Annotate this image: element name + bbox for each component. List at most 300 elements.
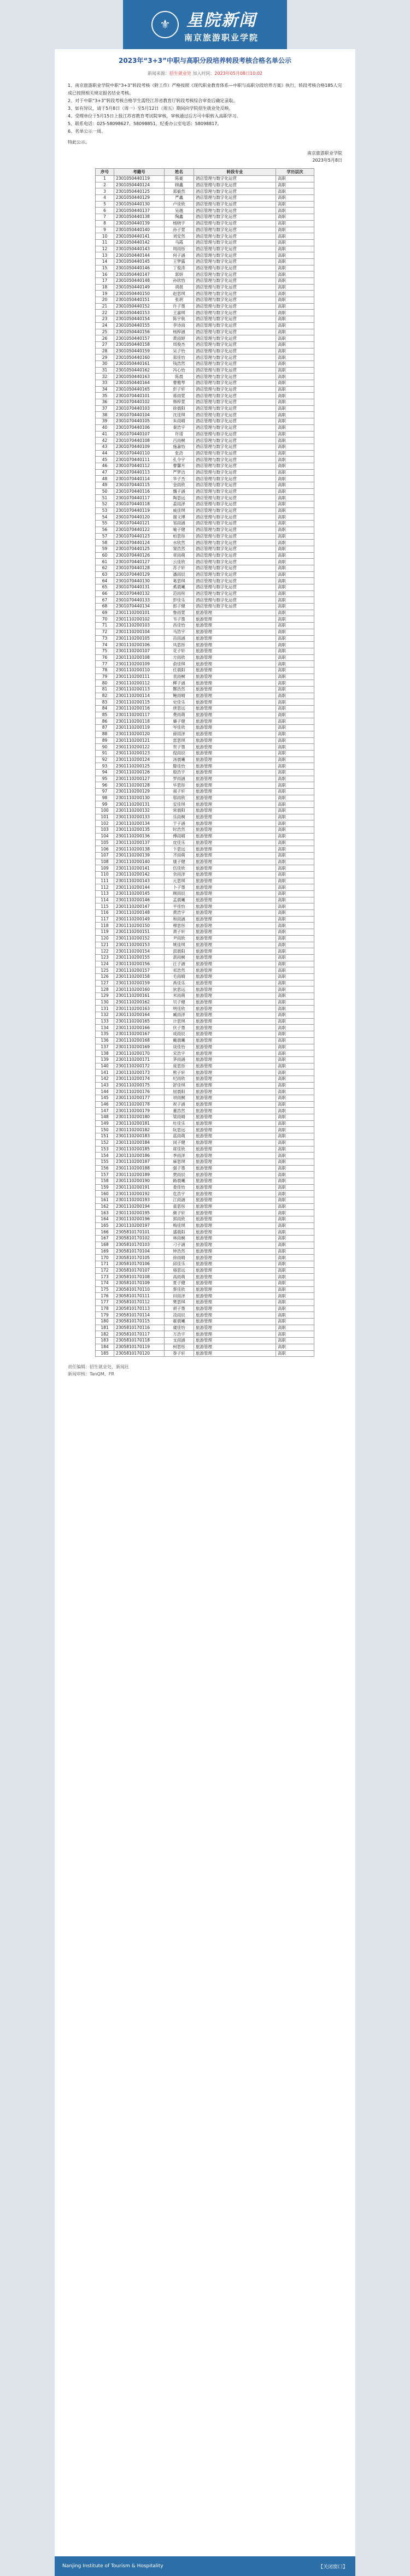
table-cell: 高职 (276, 565, 314, 571)
table-cell: 高职 (276, 533, 314, 540)
table-row (96, 687, 314, 693)
table-cell: 马霞 (165, 239, 194, 246)
table-cell: 齐雨萌 (165, 852, 194, 859)
table-cell: 高职 (276, 737, 314, 744)
table-cell: 旅游管理 (194, 782, 276, 789)
table-cell: 155 (96, 1159, 114, 1165)
table-cell: 119 (96, 929, 114, 936)
table-cell: 高职 (276, 201, 314, 208)
table-row (96, 737, 314, 744)
table-cell: 孔令宇 (165, 457, 194, 463)
table-cell: 高职 (276, 604, 314, 610)
table-row (96, 1076, 314, 1082)
table-cell: 37 (96, 405, 114, 412)
table-cell: 高职 (276, 405, 314, 412)
table-cell: 杨晓宇 (165, 220, 194, 227)
table-cell: 2301110200180 (114, 1114, 165, 1121)
table-cell: 高职 (276, 488, 314, 495)
table-cell: 高职 (276, 322, 314, 329)
table-cell: 高职 (276, 1197, 314, 1204)
table-cell: 高职 (276, 233, 314, 240)
table-cell: 高职 (276, 718, 314, 725)
table-row (96, 424, 314, 431)
table-cell: 旅游管理 (194, 1312, 276, 1319)
table-row (96, 1331, 314, 1338)
table-cell: 2301110200165 (114, 1018, 165, 1025)
table-cell: 39 (96, 418, 114, 425)
table-cell: 酒店管理与数字化运营 (194, 227, 276, 233)
table-cell: 72 (96, 629, 114, 635)
table-cell: 高职 (276, 942, 314, 948)
table-cell: 旅游管理 (194, 1331, 276, 1338)
table-cell: 高职 (276, 731, 314, 737)
table-row (96, 1050, 314, 1057)
table-cell: 2301050440146 (114, 265, 165, 271)
table-cell: 108 (96, 859, 114, 865)
table-cell: 旅游管理 (194, 999, 276, 1006)
table-cell: 茅雨涵 (165, 1056, 194, 1063)
table-cell: 高职 (276, 571, 314, 578)
table-row (96, 1101, 314, 1108)
table-row (96, 1044, 314, 1050)
table-cell: 17 (96, 278, 114, 285)
table-cell: 酒店管理与数字化运营 (194, 476, 276, 482)
table-cell: 许子墨 (165, 303, 194, 310)
table-cell: 40 (96, 424, 114, 431)
table-cell: 常晨阳 (165, 808, 194, 814)
article-meta (55, 70, 355, 76)
table-cell: 高职 (276, 897, 314, 903)
table-cell: 13 (96, 252, 114, 259)
table-cell: 高职 (276, 654, 314, 661)
table-cell: 高职 (276, 954, 314, 961)
table-row (96, 923, 314, 929)
table-row (96, 571, 314, 578)
table-cell: 高职 (276, 1139, 314, 1146)
table-cell: 2301070440132 (114, 590, 165, 597)
table-row (96, 604, 314, 610)
table-cell: 162 (96, 1203, 114, 1210)
table-cell: 高职 (276, 929, 314, 936)
table-cell: 费雨萌 (165, 712, 194, 718)
table-cell: 2305810170115 (114, 1319, 165, 1325)
table-cell: 42 (96, 438, 114, 444)
table-cell: 2301110200159 (114, 980, 165, 986)
table-cell: 旅游管理 (194, 1018, 276, 1025)
table-row (96, 367, 314, 374)
table-cell: 旅游管理 (194, 757, 276, 763)
table-row (96, 1222, 314, 1229)
table-cell: 2305810170118 (114, 1338, 165, 1344)
table-cell: 旅游管理 (194, 1216, 276, 1223)
table-cell: 倪雨辰 (165, 750, 194, 757)
table-cell: 旅游管理 (194, 648, 276, 654)
table-cell: 高职 (276, 840, 314, 846)
table-cell: 明佳欣 (165, 1006, 194, 1012)
table-cell: 袁雨桐 (165, 673, 194, 680)
table-cell: 85 (96, 712, 114, 718)
table-cell: 2301110200150 (114, 923, 165, 929)
table-cell: 葛思琪 (165, 578, 194, 584)
table-cell: 112 (96, 884, 114, 891)
table-cell: 80 (96, 680, 114, 687)
table-cell: 2305810170113 (114, 1305, 165, 1312)
table-cell: 2301110200136 (114, 833, 165, 840)
table-cell: 38 (96, 412, 114, 418)
table-cell: 2301110200135 (114, 827, 165, 834)
table-cell: 陈豪 (165, 176, 194, 182)
table-row (96, 521, 314, 527)
table-cell: 高职 (276, 310, 314, 316)
table-cell: 169 (96, 1248, 114, 1255)
table-row (96, 973, 314, 980)
table-cell: 2301110200103 (114, 623, 165, 629)
table-cell: 旅游管理 (194, 706, 276, 712)
table-row (96, 457, 314, 463)
table-cell: 旅游管理 (194, 737, 276, 744)
table-cell: 2301070440111 (114, 457, 165, 463)
table-cell: 2301070440120 (114, 514, 165, 521)
table-cell: 高职 (276, 284, 314, 291)
table-cell: 黄雨婷 (165, 335, 194, 342)
table-row (96, 1139, 314, 1146)
table-cell: 高职 (276, 769, 314, 776)
table-cell: 2301110200144 (114, 884, 165, 891)
reviewer-credit: 新闻审核：TanQM、FR (68, 1372, 114, 1377)
table-cell: 高职 (276, 239, 314, 246)
table-row (96, 590, 314, 597)
meta-source[interactable]: 招生就业处 (169, 71, 191, 76)
table-cell: 伏子墨 (165, 1025, 194, 1031)
table-cell: 2305810170107 (114, 1267, 165, 1274)
table-cell: 邬雨欣 (165, 795, 194, 801)
table-cell: 范雨彤 (165, 590, 194, 597)
table-cell: 127 (96, 980, 114, 986)
table-cell: 于子涵 (165, 820, 194, 827)
table-cell: 83 (96, 699, 114, 706)
table-cell: 刁子涵 (165, 1242, 194, 1248)
table-cell: 高职 (276, 386, 314, 393)
table-row (96, 559, 314, 565)
table-cell: 戚佳琪 (165, 507, 194, 514)
table-cell: 酒店管理与数字化运营 (194, 258, 276, 265)
table-row (96, 578, 314, 584)
table-cell: 旅游管理 (194, 891, 276, 897)
table-cell: 窦浩然 (165, 546, 194, 552)
table-cell: 2301110200174 (114, 1076, 165, 1082)
table-cell: 高职 (276, 1172, 314, 1178)
closing-line: 特此公示。 (68, 140, 90, 145)
table-header-row (96, 169, 314, 176)
table-cell: 21 (96, 303, 114, 310)
table-cell: 旅游管理 (194, 1056, 276, 1063)
table-cell: 施嘉怡 (165, 444, 194, 450)
table-cell: 顾鑫 (165, 182, 194, 188)
table-row (96, 1018, 314, 1025)
table-row (96, 1216, 314, 1223)
table-cell: 酒店管理与数字化运营 (194, 444, 276, 450)
table-cell: 张玥 (165, 297, 194, 304)
table-cell: 2301110200192 (114, 1191, 165, 1197)
table-cell: 旅游管理 (194, 667, 276, 673)
table-cell: 130 (96, 999, 114, 1006)
table-cell: 57 (96, 533, 114, 540)
table-cell: 酒店管理与数字化运营 (194, 233, 276, 240)
table-cell: 2305810170105 (114, 1255, 165, 1261)
table-cell: 2301070440122 (114, 527, 165, 533)
table-cell: 旅游管理 (194, 1280, 276, 1286)
table-cell: 2301110200127 (114, 776, 165, 782)
table-cell: 高职 (276, 852, 314, 859)
table-cell: 杜佳乐 (165, 1120, 194, 1127)
table-cell: 33 (96, 380, 114, 387)
table-cell: 禹佳乐 (165, 980, 194, 986)
table-cell: 2301070440101 (114, 393, 165, 399)
table-cell: 2301110200120 (114, 731, 165, 737)
table-cell: 严梦洁 (165, 469, 194, 476)
table-row (96, 533, 314, 540)
table-cell: 旅游管理 (194, 833, 276, 840)
table-cell: 旅游管理 (194, 1286, 276, 1293)
table-cell: 高职 (276, 399, 314, 406)
table-cell: 2301050440164 (114, 380, 165, 387)
table-cell: 2301070440131 (114, 584, 165, 591)
table-cell: 14 (96, 258, 114, 265)
table-cell: 142 (96, 1076, 114, 1082)
table-cell: 179 (96, 1312, 114, 1319)
table-cell: 高职 (276, 278, 314, 285)
table-row (96, 540, 314, 546)
table-cell: 2301110200167 (114, 1031, 165, 1038)
table-cell: 高职 (276, 514, 314, 521)
table-cell: 酒店管理与数字化运营 (194, 252, 276, 259)
table-cell: 43 (96, 444, 114, 450)
table-cell: 余雨泽 (165, 871, 194, 878)
table-cell: 高职 (276, 1044, 314, 1050)
table-cell: 宋浩宇 (165, 1050, 194, 1057)
table-cell: 2301050440161 (114, 361, 165, 367)
table-cell: 高职 (276, 227, 314, 233)
table-row (96, 507, 314, 514)
table-cell: 高职 (276, 999, 314, 1006)
table-cell: 114 (96, 897, 114, 903)
table-cell: 旅游管理 (194, 616, 276, 623)
table-row (96, 967, 314, 974)
table-row (96, 1267, 314, 1274)
table-cell: 2301050440152 (114, 303, 165, 310)
table-cell: 高职 (276, 176, 314, 182)
table-cell: 2301110200137 (114, 840, 165, 846)
table-cell: 2301070440115 (114, 482, 165, 489)
table-cell: 2301110200181 (114, 1120, 165, 1127)
table-cell: 2301110200175 (114, 1082, 165, 1089)
table-row (96, 208, 314, 214)
table-row (96, 348, 314, 355)
table-cell: 高职 (276, 1242, 314, 1248)
table-cell: 任晨阳 (165, 667, 194, 673)
table-cell: 骆思远 (165, 1267, 194, 1274)
table-cell: 高职 (276, 1274, 314, 1280)
table-cell: 旅游管理 (194, 1184, 276, 1191)
table-row (96, 897, 314, 903)
table-cell: 2301050440137 (114, 208, 165, 214)
table-cell: 2301110200172 (114, 1063, 165, 1070)
table-cell: 郭雨欣 (165, 1216, 194, 1223)
table-cell: 旅游管理 (194, 610, 276, 616)
table-cell: 高职 (276, 418, 314, 425)
table-cell: 31 (96, 367, 114, 374)
roster-table-wrap (95, 168, 314, 1357)
table-row (96, 1229, 314, 1236)
table-cell: 高职 (276, 973, 314, 980)
intro-paragraph: 1、南京旅游职业学院中职“3+3”转段考核（附工作）严格按照《现代职业教育体系—中职与高职分段培养方案》执行，转段考核合格185人完成已按照相关规定报名结业考核。 (68, 83, 342, 96)
table-cell: 2301050440125 (114, 188, 165, 195)
table-cell: 杨梓涵 (165, 329, 194, 335)
table-cell: 2301050440154 (114, 316, 165, 323)
table-cell: 柏思彤 (165, 533, 194, 540)
table-cell: 47 (96, 469, 114, 476)
table-cell: 44 (96, 450, 114, 457)
intro-paragraph: 6、名单公示一周。 (68, 129, 106, 134)
table-cell: 严鑫 (165, 195, 194, 202)
table-row (96, 1338, 314, 1344)
table-row (96, 1344, 314, 1350)
table-cell: 2301070440134 (114, 604, 165, 610)
table-cell: 96 (96, 782, 114, 789)
table-cell: 6 (96, 208, 114, 214)
table-cell: 高职 (276, 667, 314, 673)
table-cell: 2301110200140 (114, 859, 165, 865)
table-cell: 旅游管理 (194, 859, 276, 865)
table-cell: 林雨桐 (165, 1236, 194, 1242)
table-row (96, 795, 314, 801)
table-cell: 2305810170116 (114, 1325, 165, 1331)
table-cell: 高职 (276, 1146, 314, 1153)
table-cell: 高职 (276, 642, 314, 648)
table-cell: 郎子健 (165, 604, 194, 610)
table-cell: 93 (96, 763, 114, 770)
table-cell: 酒店管理与数字化运营 (194, 412, 276, 418)
table-cell: 高职 (276, 316, 314, 323)
table-row (96, 789, 314, 795)
table-cell: 吴越 (165, 208, 194, 214)
table-cell: 94 (96, 769, 114, 776)
table-cell: 8 (96, 220, 114, 227)
table-cell: 10 (96, 233, 114, 240)
table-cell: 高职 (276, 1319, 314, 1325)
table-cell: 魏子涵 (165, 488, 194, 495)
table-cell: 2301110200153 (114, 942, 165, 948)
table-row (96, 859, 314, 865)
table-cell: 沈佳琪 (165, 412, 194, 418)
table-cell: 2301110200143 (114, 878, 165, 884)
table-cell: 高职 (276, 782, 314, 789)
table-row (96, 399, 314, 406)
table-row (96, 310, 314, 316)
table-cell: 77 (96, 661, 114, 667)
table-row (96, 386, 314, 393)
table-row (96, 405, 314, 412)
table-cell: 乐雨桐 (165, 814, 194, 820)
table-row (96, 999, 314, 1006)
table-row (96, 1108, 314, 1114)
table-row (96, 827, 314, 834)
table-row (96, 808, 314, 814)
table-cell: 贝子健 (165, 999, 194, 1006)
table-cell: 高职 (276, 597, 314, 604)
table-cell: 孙欣怡 (165, 278, 194, 285)
table-cell: 2305810170102 (114, 1236, 165, 1242)
table-row (96, 903, 314, 910)
table-cell: 喻子健 (165, 527, 194, 533)
table-cell: 邵晨阳 (165, 948, 194, 955)
table-cell: 高职 (276, 699, 314, 706)
table-row (96, 935, 314, 942)
table-cell: 李诗雨 (165, 322, 194, 329)
table-cell: 82 (96, 693, 114, 699)
table-cell: 9 (96, 227, 114, 233)
table-cell: 酒店管理与数字化运营 (194, 450, 276, 457)
table-cell: 臧雨泽 (165, 1012, 194, 1019)
table-cell: 46 (96, 463, 114, 469)
table-cell: 酒店管理与数字化运营 (194, 341, 276, 348)
table-row (96, 239, 314, 246)
table-cell: 41 (96, 431, 114, 438)
table-cell: 旅游管理 (194, 1293, 276, 1299)
table-cell: 2301070440121 (114, 521, 165, 527)
table-row (96, 948, 314, 955)
table-cell: 166 (96, 1229, 114, 1236)
table-cell: 汤晨曦 (165, 757, 194, 763)
close-window-link[interactable]: 【关闭窗口】 (318, 2564, 348, 2570)
table-cell: 106 (96, 846, 114, 853)
table-cell: 酒店管理与数字化运营 (194, 393, 276, 399)
table-cell: 旅游管理 (194, 1139, 276, 1146)
table-cell: 酒店管理与数字化运营 (194, 195, 276, 202)
table-cell: 高职 (276, 527, 314, 533)
table-cell: 140 (96, 1063, 114, 1070)
table-row (96, 514, 314, 521)
table-cell: 酒店管理与数字化运营 (194, 335, 276, 342)
table-cell: 萧子轩 (165, 929, 194, 936)
table-row (96, 284, 314, 291)
table-cell: 2301050440138 (114, 214, 165, 221)
table-cell: 高职 (276, 763, 314, 770)
table-cell: 2301110200173 (114, 1070, 165, 1076)
table-cell: 高职 (276, 1280, 314, 1286)
table-cell: 霍晨曦 (165, 1319, 194, 1325)
table-cell: 穆思彤 (165, 923, 194, 929)
table-cell: 高职 (276, 673, 314, 680)
table-cell: 2301110200145 (114, 891, 165, 897)
table-row (96, 176, 314, 182)
article-footer (68, 1363, 342, 1378)
table-cell: 孟晨曦 (165, 897, 194, 903)
column-header: 姓名 (165, 169, 194, 176)
table-cell: 酒店管理与数字化运营 (194, 546, 276, 552)
table-row (96, 731, 314, 737)
table-cell: 2305810170119 (114, 1344, 165, 1350)
table-cell: 2301050440139 (114, 220, 165, 227)
table-cell: 2301070440114 (114, 476, 165, 482)
table-cell: 高职 (276, 431, 314, 438)
bottom-bar (55, 2556, 355, 2576)
table-row (96, 1197, 314, 1204)
table-cell: 2301050440156 (114, 329, 165, 335)
table-cell: 2301110200126 (114, 769, 165, 776)
table-cell: 旅游管理 (194, 929, 276, 936)
table-cell: 曹馨月 (165, 463, 194, 469)
